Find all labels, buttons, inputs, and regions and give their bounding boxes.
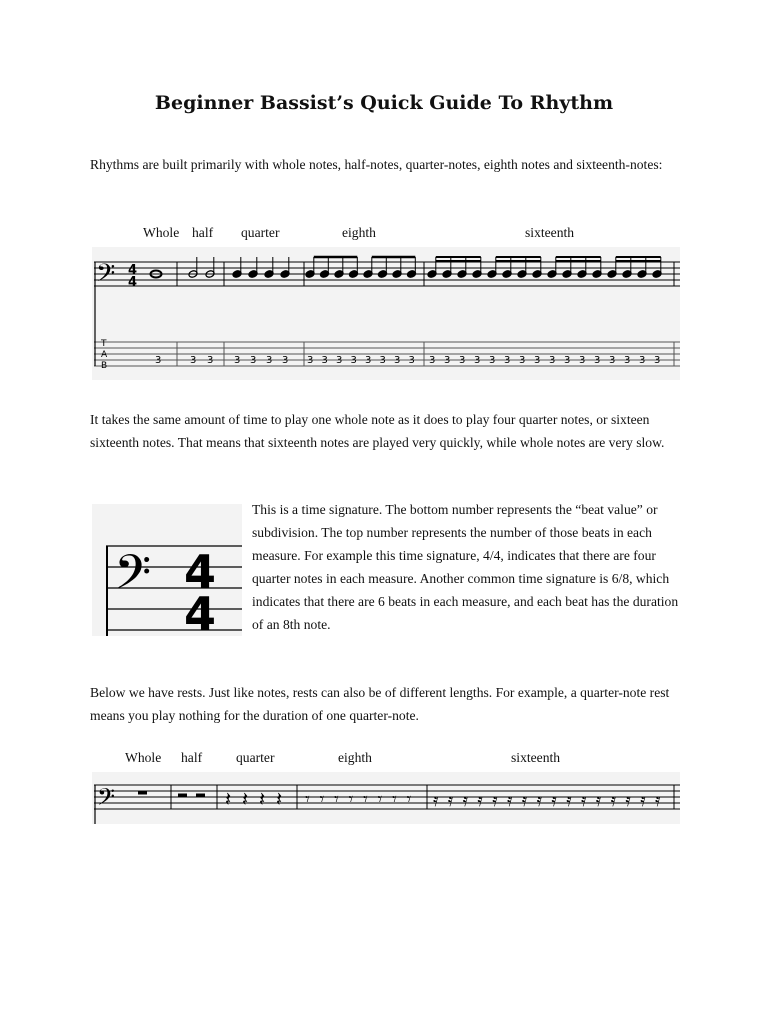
tab-letter-a: A: [101, 350, 108, 360]
tab-fret-number: 3: [155, 355, 162, 366]
time-sig-large-bottom: 4: [184, 587, 217, 636]
tab-fret-number: 3: [474, 355, 481, 366]
tab-fret-number: 3: [609, 355, 616, 366]
sixteenth-rest: 𝄿: [492, 790, 498, 811]
tab-fret-number: 3: [654, 355, 661, 366]
sixteenth-rest: 𝄿: [655, 790, 661, 811]
tab-fret-number: 3: [624, 355, 631, 366]
quarter-rest: 𝄽: [225, 787, 232, 811]
tab-fret-number: 3: [350, 355, 357, 366]
eighth-rest: 𝄾: [305, 789, 310, 810]
label-half: half: [192, 225, 214, 240]
tab-fret-number: 3: [307, 355, 314, 366]
tab-fret-number: 3: [444, 355, 451, 366]
rests-paragraph: Below we have rests. Just like notes, rests can also be of different lengths. For example, a quarter-note rest means you play nothing for the duration of one quarter-note.: [90, 685, 670, 723]
whole-rest: [138, 791, 147, 795]
time-sig-bottom: 4: [128, 275, 138, 290]
bass-clef-icon: 𝄢: [97, 783, 116, 816]
sixteenth-rest: 𝄿: [507, 790, 513, 811]
sixteenth-rest: 𝄿: [610, 790, 617, 811]
time-signature-paragraph: This is a time signature. The bottom number represents the “beat value” or subdivision. The top number represents the number of those beats in each measure. For example this time signature, 4/4, indicates that there are four quarter notes in each measure. Another common time signature is 6/8, which indicates that there are 6 beats in each measure, and each beat has the duration of an 8th note.: [252, 502, 679, 632]
half-rest: [178, 794, 187, 798]
rest-label-whole: Whole: [125, 750, 162, 765]
tab-fret-number: 3: [408, 355, 415, 366]
time-sig-large-top: 4: [184, 545, 217, 599]
rest-label-sixteenth: sixteenth: [511, 750, 561, 765]
tab-fret-number: 3: [379, 355, 386, 366]
quarter-rest: 𝄽: [242, 787, 249, 811]
time-paragraph: It takes the same amount of time to play one whole note as it does to play four quarter notes, or sixteen sixteenth notes. That means that sixteenth notes are played very quickly, while whole notes are very slow.: [90, 412, 665, 450]
tab-fret-number: 3: [321, 355, 328, 366]
sixteenth-rest: 𝄿: [640, 790, 646, 811]
label-sixteenth: sixteenth: [525, 225, 575, 240]
tab-fret-number: 3: [207, 355, 214, 366]
tab-letter-t: T: [101, 339, 107, 349]
page-title: Beginner Bassist’s Quick Guide To Rhythm: [154, 92, 614, 114]
eighth-rest: 𝄾: [334, 789, 339, 810]
sixteenth-rest: 𝄿: [551, 790, 557, 811]
half-rest: [196, 794, 205, 798]
tab-fret-number: 3: [190, 355, 197, 366]
tab-fret-number: 3: [282, 355, 289, 366]
sixteenth-rest: 𝄿: [477, 790, 483, 811]
tab-letter-b: B: [101, 361, 108, 371]
rest-label-half: half: [181, 750, 203, 765]
tab-fret-number: 3: [549, 355, 556, 366]
tab-fret-number: 3: [234, 355, 241, 366]
sixteenth-rest: 𝄿: [536, 790, 543, 811]
label-eighth: eighth: [342, 225, 376, 240]
label-whole: Whole: [143, 225, 180, 240]
quarter-rest: 𝄽: [259, 787, 266, 811]
bass-clef-icon: 𝄢: [96, 259, 116, 294]
tab-fret-number: 3: [534, 355, 541, 366]
sixteenth-rest: 𝄿: [447, 790, 454, 811]
notation-tab-figure: [92, 247, 680, 380]
rests-figure: [92, 772, 680, 824]
rest-label-quarter: quarter: [236, 750, 275, 765]
tab-fret-number: 3: [459, 355, 466, 366]
tab-fret-number: 3: [564, 355, 571, 366]
sixteenth-rest: 𝄿: [566, 790, 572, 811]
eighth-rest: 𝄾: [392, 789, 397, 810]
time-signature-image: [92, 504, 242, 636]
bass-clef-icon: 𝄢: [114, 544, 152, 612]
tab-fret-number: 3: [579, 355, 586, 366]
eighth-rest: 𝄾: [348, 789, 354, 810]
quarter-rest: 𝄽: [276, 787, 283, 811]
intro-paragraph: Rhythms are built primarily with whole notes, half-notes, quarter-notes, eighth notes and sixteenth-notes:: [90, 157, 663, 172]
sixteenth-rest: 𝄿: [595, 790, 602, 811]
time-sig-top: 4: [128, 263, 138, 278]
tab-fret-number: 3: [489, 355, 496, 366]
rest-label-eighth: eighth: [338, 750, 372, 765]
sixteenth-rest: 𝄿: [462, 790, 469, 811]
eighth-rest: 𝄾: [363, 789, 368, 810]
sixteenth-rest: 𝄿: [625, 790, 631, 811]
eighth-rest: 𝄾: [319, 789, 325, 810]
tab-fret-number: 3: [365, 355, 372, 366]
tab-fret-number: 3: [429, 355, 436, 366]
label-quarter: quarter: [241, 225, 280, 240]
sixteenth-rest: 𝄿: [433, 790, 439, 811]
tab-fret-number: 3: [394, 355, 401, 366]
eighth-rest: 𝄾: [406, 789, 412, 810]
tab-fret-number: 3: [504, 355, 511, 366]
tab-fret-number: 3: [336, 355, 343, 366]
eighth-rest: 𝄾: [377, 789, 383, 810]
tab-fret-number: 3: [639, 355, 646, 366]
tab-fret-number: 3: [250, 355, 257, 366]
tab-fret-number: 3: [519, 355, 526, 366]
sixteenth-rest: 𝄿: [521, 790, 528, 811]
sixteenth-rest: 𝄿: [581, 790, 587, 811]
tab-fret-number: 3: [594, 355, 601, 366]
tab-fret-number: 3: [266, 355, 273, 366]
